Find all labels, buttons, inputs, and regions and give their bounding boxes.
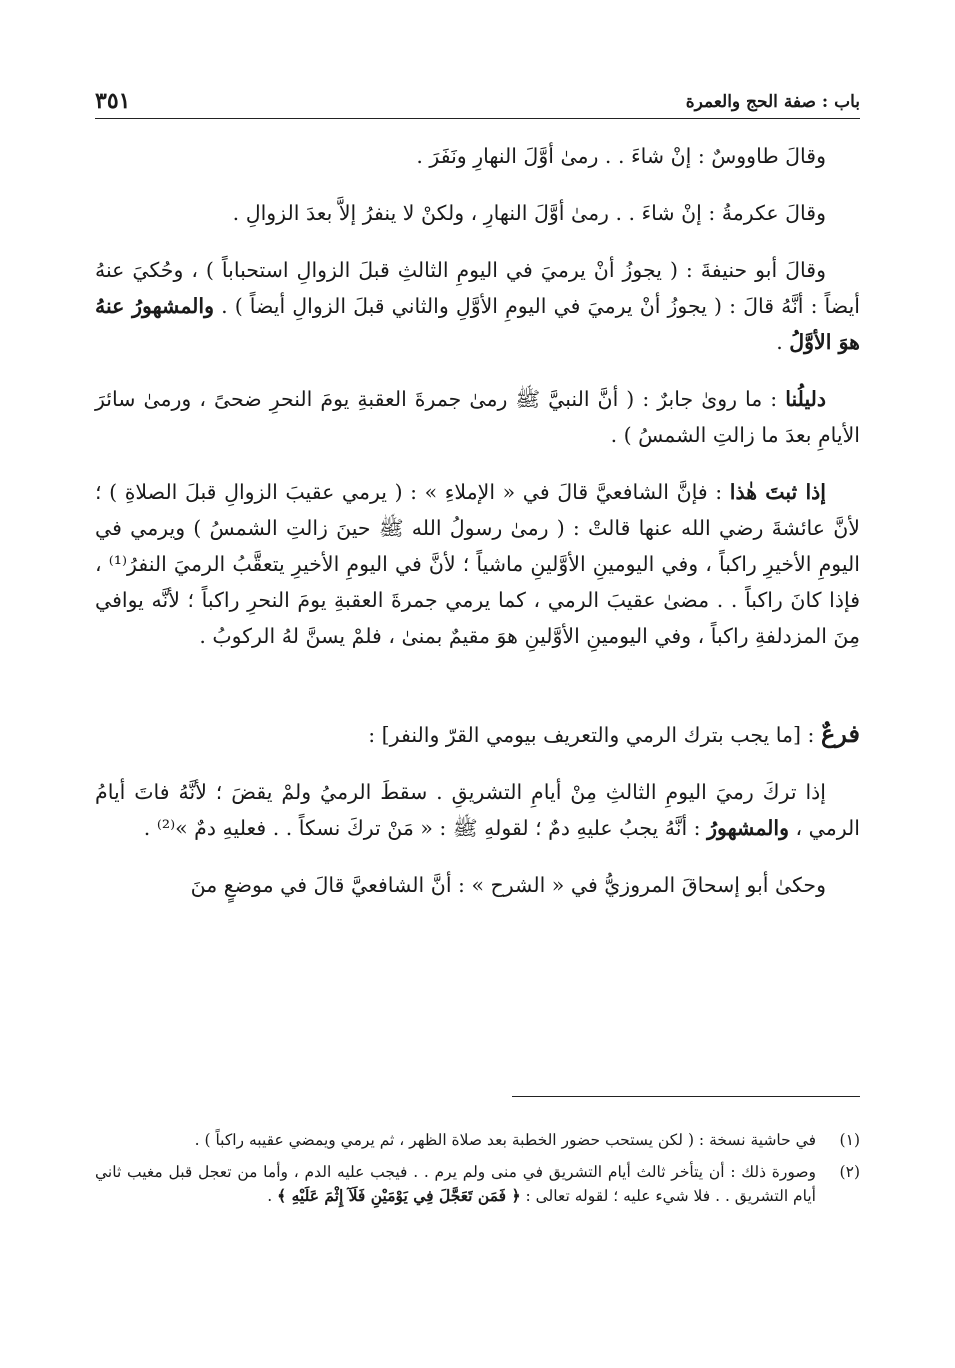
paragraph-tawus [95, 138, 860, 174]
paragraph-text: : ما روىٰ جابرٌ : ( أنَّ النبيَّ ﷺ رمىٰ جمرةَ العقبةِ يومَ النحرِ ضحىً ، ورمىٰ سائرَ الأيامِ بعدَ ما زالتِ الشمسُ ) . [95, 387, 860, 447]
footnote-number: (٢) [839, 1163, 860, 1181]
emphasis-text: إذا ثبتَ هٰذا [729, 480, 826, 504]
footnote [95, 1160, 860, 1208]
paragraph-text: وقالَ عكرمةُ : إنْ شاءَ . . رمىٰ أوَّلَ النهارِ ، ولكنْ لا ينفرُ إلاَّ بعدَ الزوالِ . [232, 201, 826, 225]
emphasis-text: والمشهورُ عنهُ هوَ الأوَّلُ [95, 294, 860, 354]
paragraph-text: . [776, 330, 790, 354]
emphasis-text: دليلُنا [785, 387, 826, 411]
branch-label: فرعٌ [820, 719, 860, 748]
footnotes [95, 1128, 860, 1216]
footnote-text: في حاشية نسخة : ( لكن يستحب حضور الخطبة بعد صلاة الظهر ، ثم يرمي ويمضي عقيبه راكباً ) . [194, 1131, 816, 1149]
paragraph-text: وقالَ طاووسٌ : إنْ شاءَ . . رمىٰ أوَّلَ النهارِ ونَفَرَ . [416, 144, 826, 168]
paragraph-text: إذا تركَ رميَ اليومِ الثالثِ مِنْ أيامِ التشريقِ . سقطَ الرميُ ولمْ يقضَ ؛ لأنَّهُ فاتَ أيامُ الرمي ، [95, 780, 860, 840]
paragraph-ikrimah [95, 195, 860, 231]
footnote-text [95, 1160, 816, 1208]
paragraph-text: : فإنَّ الشافعيَّ قالَ في « الإملاءِ » : ( يرمي عقيبَ الزوالِ قبلَ الصلاةِ ) ؛ لأنَّ عائشةَ رضي الله عنها قالتْ : ( رمىٰ رسولُ الله ﷺ حينَ زالتِ الشمسُ ) ويرمي في اليومِ الأخيرِ راكباً ، وفي اليومينِ الأوَّلينِ ماشياً ؛ لأنَّ في اليومِ الأخيرِ يتعقَّبُ الرميَ النفرُ⁽¹⁾ ، فإذا كانَ راكباً . . مضىٰ عقيبَ الرمي ، كما يرمي جمرةَ العقبةِ يومَ النحرِ راكباً ؛ لأنَّه يوافي مِنَ المزدلفةِ راكباً ، وفي اليومينِ الأوَّلينِ هوَ مقيمٌ بمنىٰ ، فلمْ يسنَّ لهُ الركوبُ . [95, 480, 860, 648]
footnote-text-part: وصورة ذلك : أن يتأخر ثالث أيام التشريق في منى ولم يرم . . فيجب عليه الدم ، وأما من تعجل قبل مغيب ثاني أيام التشريق . . فلا شيء عليه ؛ لقوله تعالى : [95, 1163, 816, 1205]
branch-heading [95, 716, 860, 753]
page-number: ٣٥١ [95, 88, 131, 114]
page-header [95, 82, 860, 119]
main-text [95, 138, 860, 924]
footnote-text-part: . [267, 1187, 278, 1205]
paragraph-text: : أنَّهُ يجبُ عليهِ دمٌ ؛ لقولهِ ﷺ : « مَنْ تركَ نسكاً . . فعليهِ دمٌ »⁽²⁾ . [143, 816, 708, 840]
footnote-separator [512, 1096, 860, 1097]
paragraph-marwazi [95, 867, 860, 903]
paragraph-text: وحكىٰ أبو إسحاقَ المروزيُّ في « الشرح » : أنَّ الشافعيَّ قالَ في موضعٍ منَ [190, 873, 826, 897]
paragraph-established [95, 474, 860, 654]
paragraph-abu-hanifa [95, 252, 860, 360]
emphasis-text: والمشهورُ [707, 816, 790, 840]
footnote [95, 1128, 860, 1152]
branch-title: : [ما يجب بترك الرمي والتعريف بيومي القرّ والنفر] : [368, 723, 821, 747]
running-title: باب : صفة الحج والعمرة [685, 92, 860, 112]
paragraph-evidence [95, 381, 860, 453]
footnote-number: (١) [839, 1131, 860, 1149]
quran-verse: ﴿ فَمَن تَعَجَّلَ فِي يَوْمَيْنِ فَلَآ إِثْمَ عَلَيْهِ ﴾ [277, 1186, 521, 1205]
paragraph-abandon-stoning [95, 774, 860, 846]
paragraph-text: وقالَ أبو حنيفةَ : ( يجوزُ أنْ يرميَ في اليومِ الثالثِ قبلَ الزوالِ استحباباً ) ، وحُكيَ عنهُ أيضاً : أنَّهُ قالَ : ( يجوزُ أنْ يرميَ في اليومِ الأوَّلِ والثاني قبلَ الزوالِ أيضاً ) . [95, 258, 860, 318]
